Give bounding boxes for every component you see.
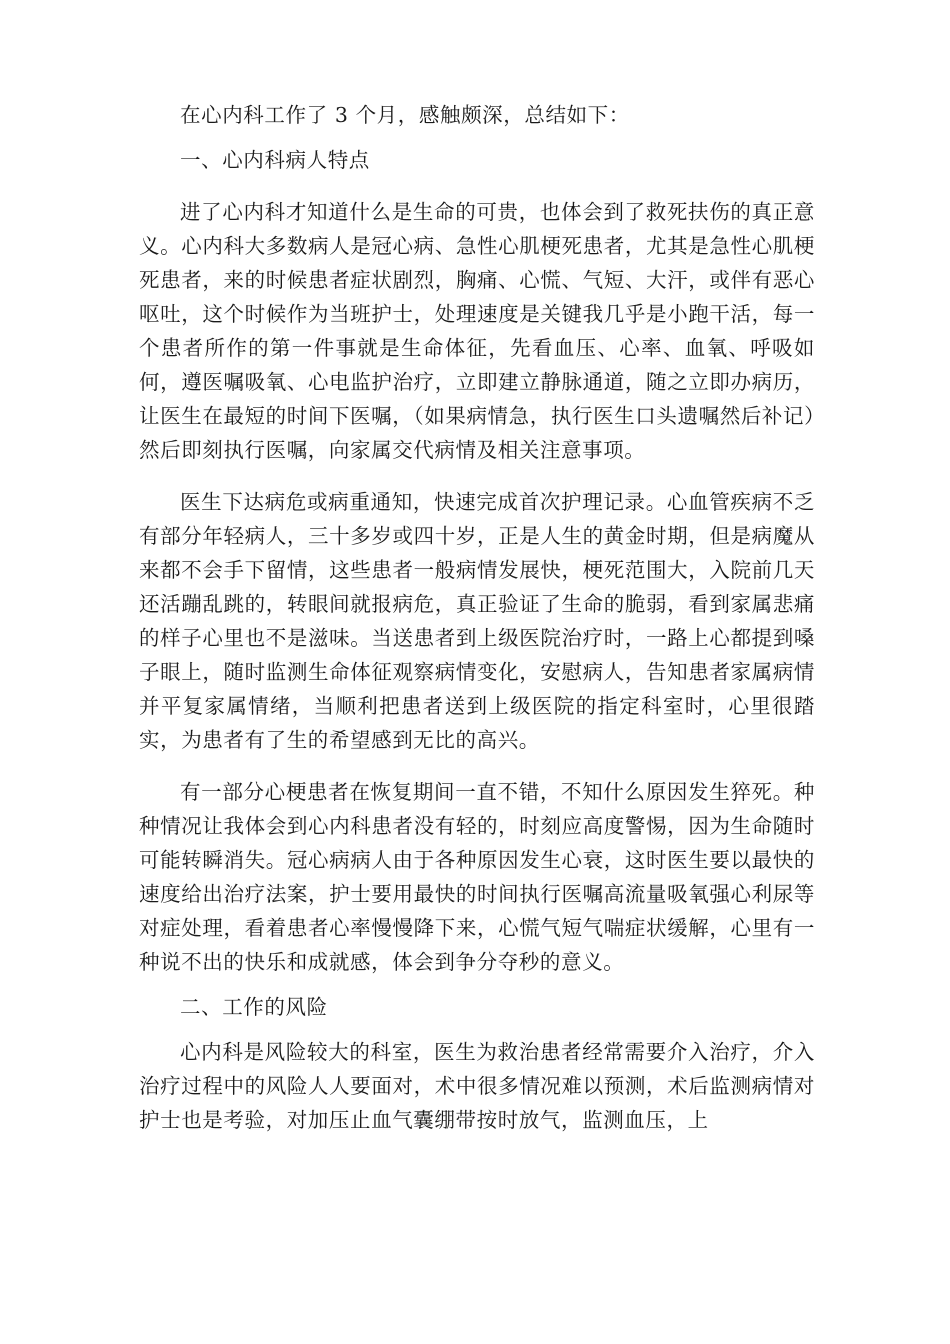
intro-paragraph: 在心内科工作了 3 个月，感触颇深，总结如下： xyxy=(180,103,630,127)
body-paragraph: 心内科是风险较大的科室，医生为救治患者经常需要介入治疗，介入治疗过程中的风险人人要面对，术中很多情况难以预测，术后监测病情对护士也是考验，对加压止血气囊绷带按时放气，监测血压，上 xyxy=(139,1040,815,1132)
body-paragraph: 有一部分心梗患者在恢复期间一直不错，不知什么原因发生猝死。种种情况让我体会到心内科患者没有轻的，时刻应高度警惕，因为生命随时可能转瞬消失。冠心病病人由于各种原因发生心衰，这时医生要以最快的速度给出治疗法案，护士要用最快的时间执行医嘱高流量吸氧强心利尿等对症处理，看着患者心率慢慢降下来，心慌气短气喘症状缓解，心里有一种说不出的快乐和成就感，体会到争分夺秒的意义。 xyxy=(139,780,815,974)
body-paragraph: 进了心内科才知道什么是生命的可贵，也体会到了救死扶伤的真正意义。心内科大多数病人是冠心病、急性心肌梗死患者，尤其是急性心肌梗死患者，来的时候患者症状剧烈，胸痛、心慌、气短、大汗，或伴有恶心呕吐，这个时候作为当班护士，处理速度是关键我几乎是小跑干活，每一个患者所作的第一件事就是生命体征，先看血压、心率、血氧、呼吸如何，遵医嘱吸氧、心电监护治疗，立即建立静脉通道，随之立即办病历，让医生在最短的时间下医嘱，（如果病情急，执行医生口头遗嘱然后补记）然后即刻执行医嘱，向家属交代病情及相关注意事项。 xyxy=(139,200,815,462)
section-heading-1: 一、心内科病人特点 xyxy=(180,148,370,172)
body-paragraph: 医生下达病危或病重通知，快速完成首次护理记录。心血管疾病不乏有部分年轻病人，三十多岁或四十岁，正是人生的黄金时期，但是病魔从来都不会手下留情，这些患者一般病情发展快，梗死范围大，入院前几天还活蹦乱跳的，转眼间就报病危，真正验证了生命的脆弱，看到家属悲痛的样子心里也不是滋味。当送患者到上级医院治疗时，一路上心都提到嗓子眼上，随时监测生命体征观察病情变化，安慰病人，告知患者家属病情并平复家属情绪，当顺利把患者送到上级医院的指定科室时，心里很踏实，为患者有了生的希望感到无比的高兴。 xyxy=(139,490,815,752)
section-heading-2: 二、工作的风险 xyxy=(180,995,328,1019)
document-body xyxy=(139,98,815,1137)
